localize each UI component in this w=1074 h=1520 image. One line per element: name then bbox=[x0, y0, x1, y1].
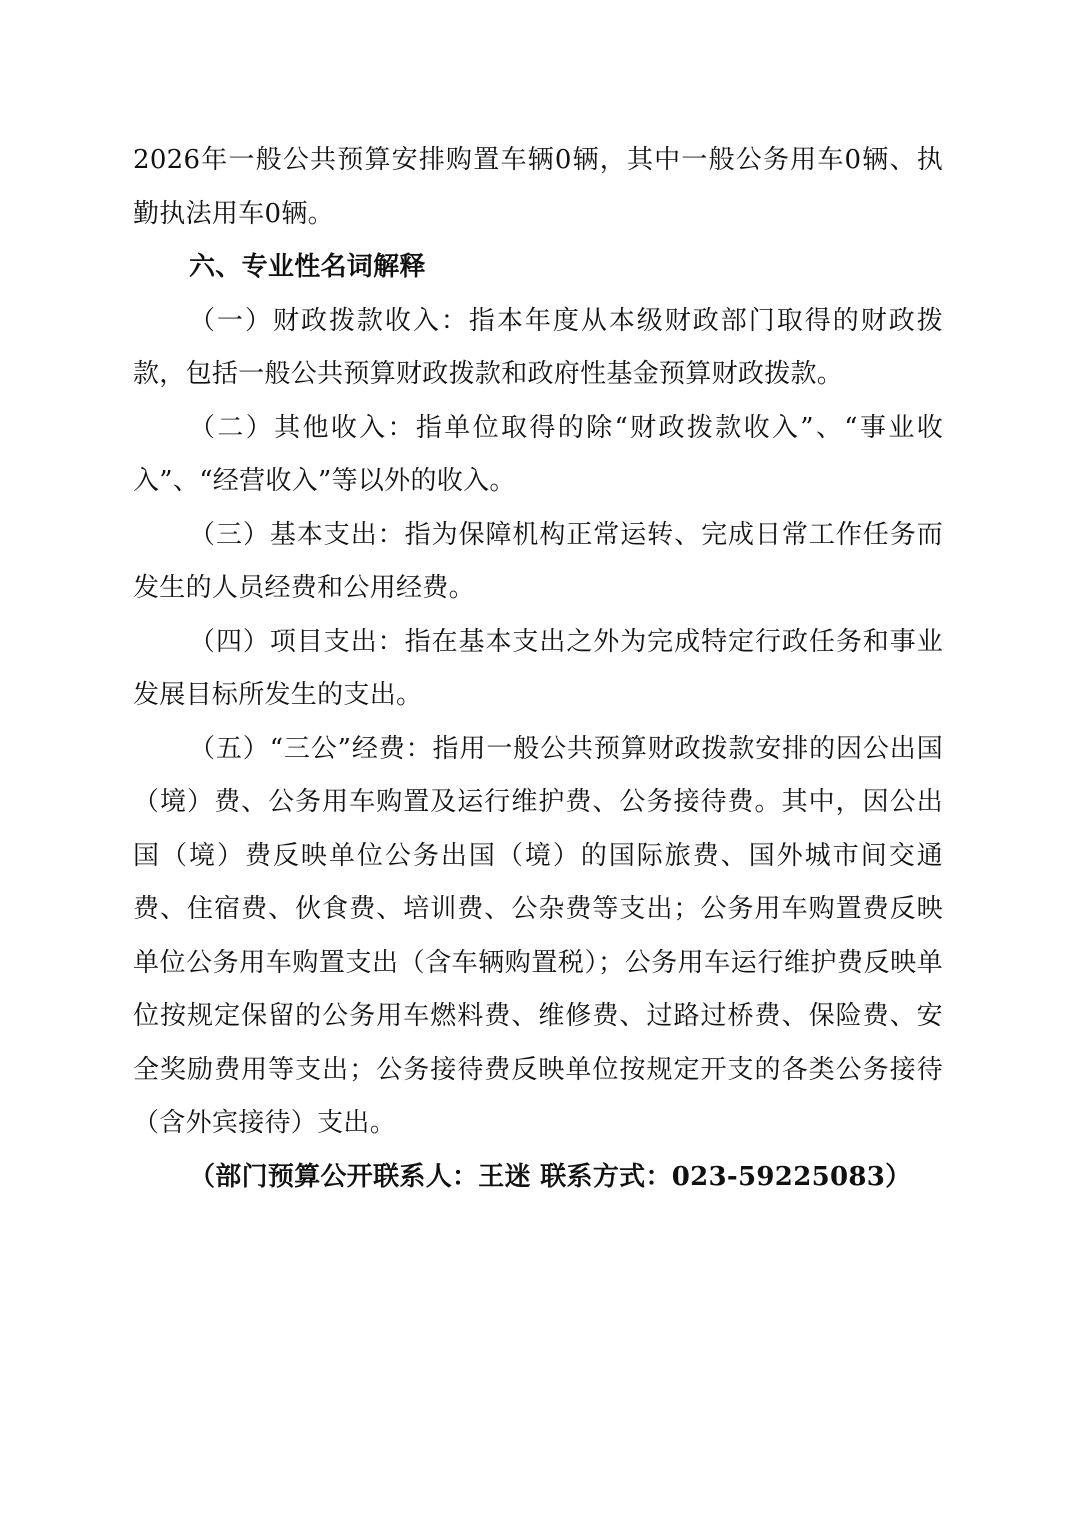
term-fiscal-appropriation-income: （一）财政拨款收入：指本年度从本级财政部门取得的财政拨款，包括一般公共预算财政拨款和政府性基金预算财政拨款。 bbox=[133, 305, 943, 389]
contact-info-line: （部门预算公开联系人：王迷 联系方式：023-59225083） bbox=[189, 1161, 912, 1192]
term-project-expenditure: （四）项目支出：指在基本支出之外为完成特定行政任务和事业发展目标所发生的支出。 bbox=[133, 626, 943, 710]
term-other-income: （二）其他收入：指单位取得的除“财政拨款收入”、“事业收入”、“经营收入”等以外的收入。 bbox=[133, 412, 943, 496]
section-heading-terms: 六、专业性名词解释 bbox=[189, 252, 426, 282]
term-basic-expenditure: （三）基本支出：指为保障机构正常运转、完成日常工作任务而发生的人员经费和公用经费。 bbox=[133, 519, 943, 603]
vehicle-purchase-paragraph: 2026年一般公共预算安排购置车辆0辆，其中一般公务用车0辆、执勤执法用车0辆。 bbox=[133, 145, 943, 229]
document-body bbox=[133, 134, 943, 1204]
term-three-public-expenses: （五）“三公”经费：指用一般公共预算财政拨款安排的因公出国（境）费、公务用车购置及运行维护费、公务接待费。其中，因公出国（境）费反映单位公务出国（境）的国际旅费、国外城市间交通费、住宿费、伙食费、培训费、公杂费等支出；公务用车购置费反映单位公务用车购置支出（含车辆购置税）；公务用车运行维护费反映单位按规定保留的公务用车燃料费、维修费、过路过桥费、保险费、安全奖励费用等支出；公务接待费反映单位按规定开支的各类公务接待（含外宾接待）支出。 bbox=[133, 733, 943, 1138]
